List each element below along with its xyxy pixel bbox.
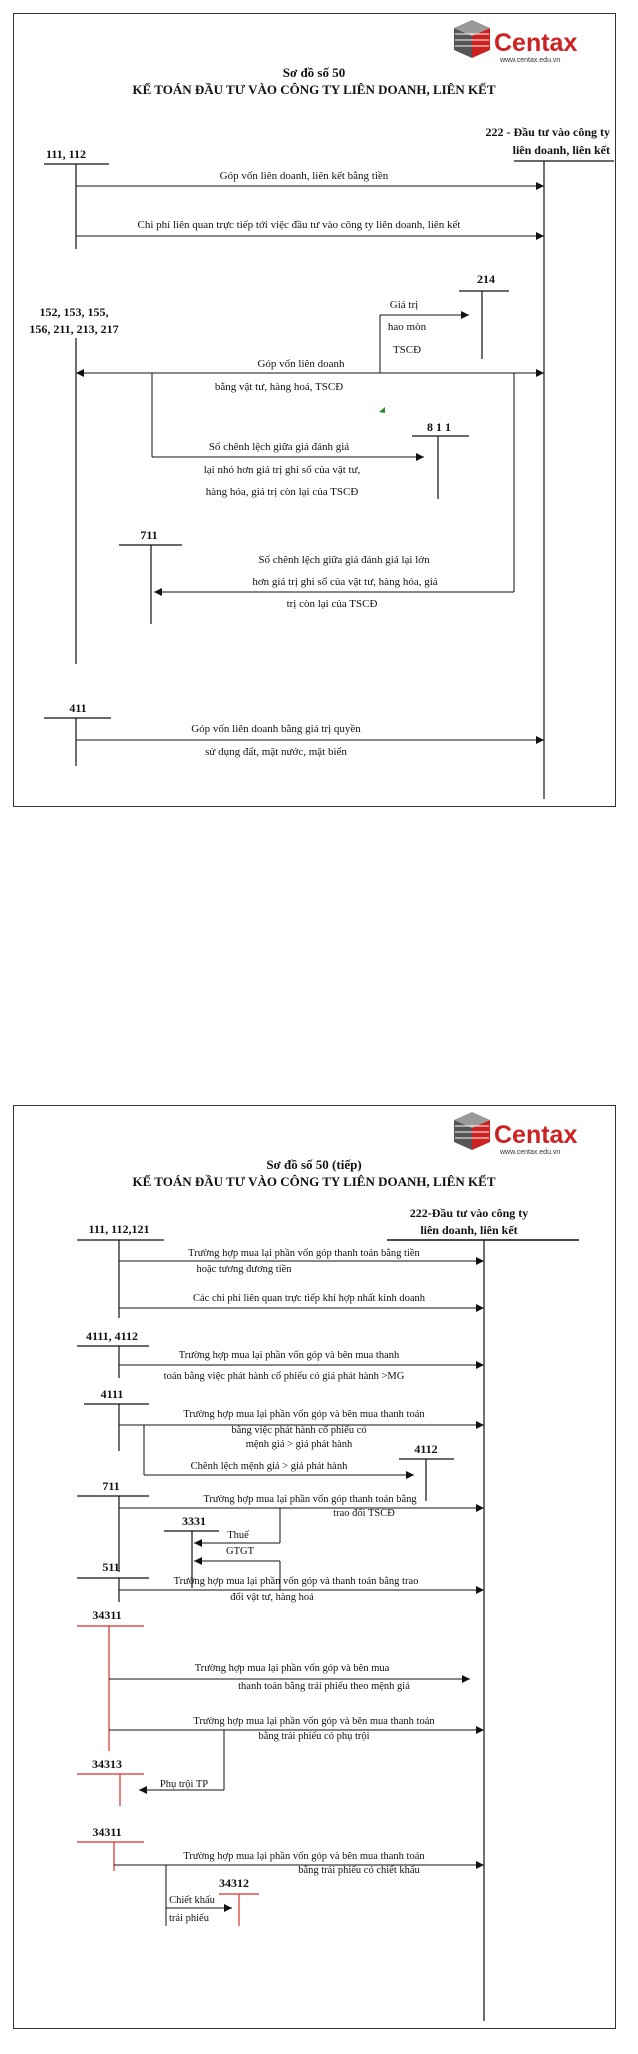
entry-411-2: sử dụng đất, mặt nước, mặt biển [205, 746, 347, 758]
diagram-50-svg [14, 14, 615, 806]
diagram-50-cont-svg [14, 1106, 615, 2028]
account-222-label-2: liên doanh, liên kết [420, 1223, 518, 1237]
logo-url: www.centax.edu.vn [500, 57, 561, 64]
account-511: 511 [102, 1560, 120, 1574]
account-222-label: 222-Đầu tư vào công ty [409, 1206, 529, 1220]
page-subtitle: KẾ TOÁN ĐẦU TƯ VÀO CÔNG TY LIÊN DOANH, LIÊN KẾT [132, 82, 496, 97]
account-34312: 34312 [219, 1876, 249, 1890]
account-4111-4112: 4111, 4112 [85, 1329, 139, 1343]
entry-811-2: lại nhỏ hơn giá trị ghi sổ của vật tư, [203, 464, 361, 476]
centax-logo [454, 20, 577, 64]
green-mark-icon [379, 407, 385, 413]
entry-vat-tu-1: Trường hợp mua lại phần vốn góp và thanh toán bằng trao [173, 1576, 419, 1587]
centax-cube-icon [454, 1112, 490, 1150]
entry-phu-troi-2: bằng trái phiếu có phụ trội [258, 1731, 370, 1742]
entry-hao-mon-1: Giá trị [389, 299, 419, 311]
entry-co-phieu-gt-mg-1: Trường hợp mua lại phần vốn góp và bên mua thanh [178, 1350, 400, 1361]
account-411: 411 [69, 701, 87, 715]
account-34313: 34313 [92, 1757, 122, 1771]
diagram-page-2 [13, 1105, 616, 2029]
entry-thue: Thuế [227, 1530, 249, 1541]
page-title: Sơ đồ số 50 (tiếp) [266, 1157, 362, 1172]
entry-tscd-2: trao đổi TSCĐ [333, 1508, 395, 1519]
entry-ck-trai-phieu-2: trái phiếu [169, 1913, 209, 1924]
entry-chiet-khau-2: bằng trái phiếu có chiết khấu [298, 1865, 420, 1876]
entry-trai-phieu-mg-2: thanh toán bằng trái phiếu theo mệnh giá [238, 1681, 410, 1692]
diagram-page-1 [13, 13, 616, 807]
account-34311-b: 34311 [92, 1825, 122, 1839]
entry-hao-mon-2: hao mòn [387, 321, 427, 333]
account-111-112-121: 111, 112,121 [88, 1222, 150, 1236]
entry-chi-phi: Chi phí liên quan trực tiếp tới việc đầu tư vào công ty liên doanh, liên kết [137, 219, 461, 231]
entry-711-3: trị còn lại của TSCĐ [286, 598, 378, 610]
logo-url: www.centax.edu.vn [500, 1149, 561, 1156]
entry-mua-lai-tien-2: hoặc tương đương tiền [196, 1264, 292, 1275]
entry-mua-lai-tien-1: Trường hợp mua lại phần vốn góp thanh toán bằng tiền [188, 1248, 420, 1259]
entry-co-phieu-gt-mg-2: toán bằng việc phát hành cổ phiếu có giá phát hành >MG [163, 1371, 405, 1382]
account-34311: 34311 [92, 1608, 122, 1622]
account-711: 711 [102, 1479, 120, 1493]
entry-gtgt: GTGT [226, 1546, 254, 1557]
entry-gop-von-tien: Góp vốn liên doanh, liên kết bằng tiền [219, 170, 389, 182]
entry-711-1: Số chênh lệch giữa giá đánh giá lại lớn [258, 554, 430, 566]
logo-text: Centax [494, 29, 578, 57]
entry-tscd-1: Trường hợp mua lại phần vốn góp thanh toán bằng [203, 1494, 417, 1505]
account-152-group: 152, 153, 155, [39, 305, 109, 319]
page-subtitle: KẾ TOÁN ĐẦU TƯ VÀO CÔNG TY LIÊN DOANH, LIÊN KẾT [132, 1174, 496, 1189]
entry-trai-phieu-mg-1: Trường hợp mua lại phần vốn góp và bên mua [194, 1663, 390, 1674]
entry-711-2: hơn giá trị ghi sổ của vật tư, hàng hóa, giá [252, 576, 438, 588]
account-4111: 4111 [100, 1387, 124, 1401]
entry-co-phieu-mg-gt-1: Trường hợp mua lại phần vốn góp và bên mua thanh toán [183, 1409, 425, 1420]
entry-phu-troi-1: Trường hợp mua lại phần vốn góp và bên mua thanh toán [193, 1716, 435, 1727]
entry-co-phieu-mg-gt-2: bằng việc phát hành cổ phiếu có [231, 1425, 367, 1436]
entry-4112: Chênh lệch mệnh giá > giá phát hành [190, 1461, 348, 1472]
centax-cube-icon [454, 20, 490, 58]
entry-hao-mon-3: TSCĐ [392, 344, 422, 356]
entry-co-phieu-mg-gt-3: mệnh giá > giá phát hành [245, 1439, 353, 1450]
account-152-group-2: 156, 211, 213, 217 [29, 322, 119, 336]
entry-411-1: Góp vốn liên doanh bằng giá trị quyền [191, 723, 361, 735]
entry-811-1: Số chênh lệch giữa giá đánh giá [208, 441, 350, 453]
entry-gop-von-vat-tu-2: bằng vật tư, hàng hoá, TSCĐ [214, 381, 344, 393]
entry-811-3: hàng hóa, giá trị còn lại của TSCĐ [205, 486, 359, 498]
page-title: Sơ đồ số 50 [282, 65, 346, 80]
account-3331: 3331 [182, 1514, 206, 1528]
entry-phu-troi-tp: Phụ trội TP [159, 1779, 209, 1790]
account-214: 214 [477, 272, 495, 286]
entry-gop-von-vat-tu-1: Góp vốn liên doanh [257, 358, 345, 370]
entry-chiet-khau-1: Trường hợp mua lại phần vốn góp và bên mua thanh toán [183, 1851, 425, 1862]
entry-chi-phi-hop-nhat: Các chi phí liên quan trực tiếp khi hợp nhất kinh doanh [193, 1293, 425, 1304]
entry-ck-trai-phieu-1: Chiết khấu [169, 1895, 215, 1906]
entry-vat-tu-2: đổi vật tư, hàng hoá [230, 1592, 314, 1603]
account-222-label-2: liên doanh, liên kết [512, 143, 610, 157]
account-711: 711 [140, 528, 158, 542]
account-4112: 4112 [414, 1442, 438, 1456]
account-111-112: 111, 112 [46, 147, 87, 161]
account-811: 8 1 1 [427, 420, 451, 434]
account-222-label: 222 - Đầu tư vào công ty [485, 125, 610, 139]
centax-logo-2 [454, 1112, 577, 1156]
logo-text: Centax [494, 1121, 578, 1149]
